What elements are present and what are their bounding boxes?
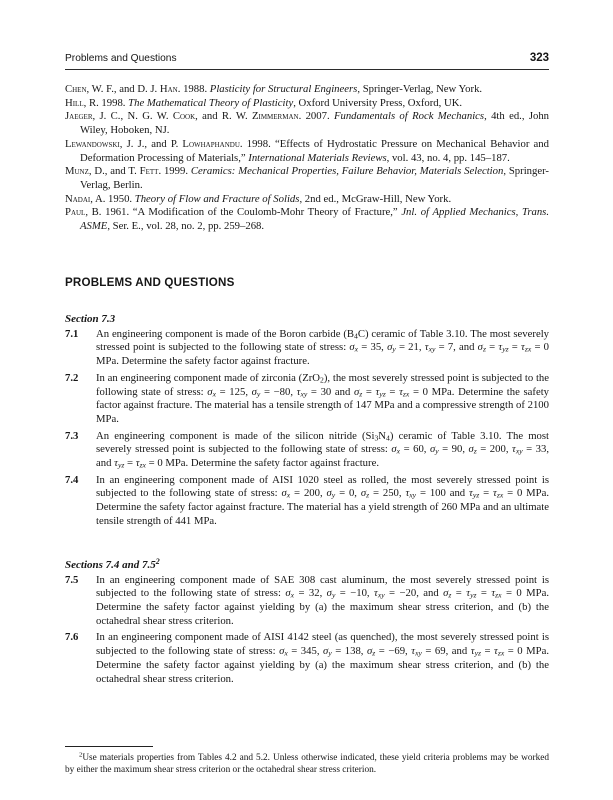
problem-item [65, 372, 549, 427]
reference-entry: Munz, D., and T. Fett. 1999. Ceramics: Mechanical Properties, Failure Behavior, Materials Selection, Springer-Verlag, Berlin. [65, 165, 549, 191]
problem-item [65, 574, 549, 629]
problem-section [65, 313, 549, 529]
problems-questions-heading: PROBLEMS AND QUESTIONS [65, 275, 235, 289]
problem-number: 7.4 [65, 473, 79, 486]
problem-section [65, 556, 550, 687]
section-title: Section 7.3 [65, 312, 116, 325]
problem-item [65, 631, 549, 686]
section-title: Sections 7.4 and $7.5^2$ [65, 556, 160, 571]
reference-entry: Paul, B. 1961. “A Modification of the Coulomb-Mohr Theory of Fracture,” Jnl. of Applied Mechanics, Trans. ASME, Ser. E., vol. 28, no. 2, pp. 259–268. [65, 206, 549, 233]
problem-text: In an engineering component made of AISI 4142 steel (as quenched), the most severely stressed point is subjected to the following state of stress: $\sigma_x = 345$, $\sigma_y = 138$, $\sigma_z = -69$, $\tau_{xy} = 69$, and $\tau_{yz} = \tau_{zx} = 0$ MPa. Determine the safety factor against yielding by (a) the maximum shear stress criterion, and (b) the octahedral shear stress criterion. [96, 631, 550, 685]
running-head: Problems and Questions [65, 53, 177, 64]
problem-number: 7.2 [65, 371, 79, 384]
problem-text: In an engineering component made of zirconia (ZrO$_2$), the most severely stressed point is subjected to the following state of stress: $\sigma_x = 125$, $\sigma_y = -80$, $\tau_{xy} = 30$ and $\sigma_z = \tau_{yz} = \tau_{zx} = 0$ MPa. Determine the safety factor against fracture. The material has a tensile strength of 147 MPa and a compressive strength of 2100 MPa. [96, 371, 550, 425]
problem-item [65, 328, 549, 369]
problem-number: 7.1 [65, 327, 79, 340]
problem-number: 7.5 [65, 573, 79, 586]
problem-number: 7.3 [65, 429, 79, 442]
page-number: 323 [529, 52, 549, 64]
reference-entry: Jaeger, J. C., N. G. W. Cook, and R. W. Zimmerman. 2007. Fundamentals of Rock Mechanics, 4th ed., John Wiley, Hoboken, NJ. [65, 110, 550, 137]
footnote [65, 746, 549, 776]
problem-text: An engineering component is made of the Boron carbide $(B_4C)$ ceramic of Table 3.10. The most severely stressed point is subjected to the following state of stress: $\sigma_x = 35$, $\sigma_y = 21$, $\tau_{xy} = 7$, and $\sigma_z = \tau_{yz} = \tau_{zx} = 0$ MPa. Determine the safety factor against fracture. [96, 327, 550, 368]
page-header [65, 52, 549, 70]
problem-text: In an engineering component made of AISI 1020 steel as rolled, the most severely stressed point is subjected to the following state of stress: $\sigma_x = 200$, $\sigma_y = 0$, $\sigma_z = 250$, $\tau_{xy} = 100$ and $\tau_{yz} = \tau_{zx} = 0$ MPa. Determine the safety factor against fracture. The material has a yield strength of 260 MPa and an ultimate tensile strength of 441 MPa. [96, 473, 550, 527]
problem-item [65, 430, 549, 471]
problem-text: An engineering component is made of the silicon nitride $(Si_3N_4)$ ceramic of Table 3.10. The most severely stressed point is subjected to the following state of stress: $\sigma_x = 60$, $\sigma_y = 90$, $\sigma_z = 200$, $\tau_{xy} = 33$, and $\tau_{yz} = \tau_{zx} = 0$ MPa. Determine the safety factor against fracture. [96, 429, 550, 470]
problem-sections [65, 289, 549, 686]
problem-item [65, 474, 549, 529]
footnote-text: $^2$Use materials properties from Tables 4.2 and 5.2. Unless otherwise indicated, these yield criteria problems may be worked by either the maximum shear stress criterion or the octahedral shear stress criterion. [65, 751, 549, 775]
references-list [65, 83, 549, 234]
reference-entry: Lewandowski, J. J., and P. Lowhaphandu. 1998. “Effects of Hydrostatic Pressure on Mechanical Behavior and Deformation Processing of Materials,” International Materials Reviews, vol. 43, no. 4, pp. 145–187. [65, 137, 549, 164]
problem-text: In an engineering component made of SAE 308 cast aluminum, the most severely stressed point is subjected to the following state of stress: $\sigma_x = 32$, $\sigma_y = -10$, $\tau_{xy} = -20$, and $\sigma_z = \tau_{yz} = \tau_{zx} = 0$ MPa. Determine the safety factor against yielding by (a) the maximum shear stress criterion, and (b) the octahedral shear stress criterion. [96, 573, 550, 627]
problem-number: 7.6 [65, 631, 79, 644]
reference-entry: Hill, R. 1998. The Mathematical Theory of Plasticity, Oxford University Press, Oxford, UK. [65, 96, 463, 109]
footnote-rule [65, 746, 153, 747]
reference-entry: Chen, W. F., and D. J. Han. 1988. Plasticity for Structural Engineers, Springer-Verlag, New York. [65, 83, 483, 95]
reference-entry: Nadai, A. 1950. Theory of Flow and Fracture of Solids, 2nd ed., McGraw-Hill, New York. [65, 192, 452, 205]
